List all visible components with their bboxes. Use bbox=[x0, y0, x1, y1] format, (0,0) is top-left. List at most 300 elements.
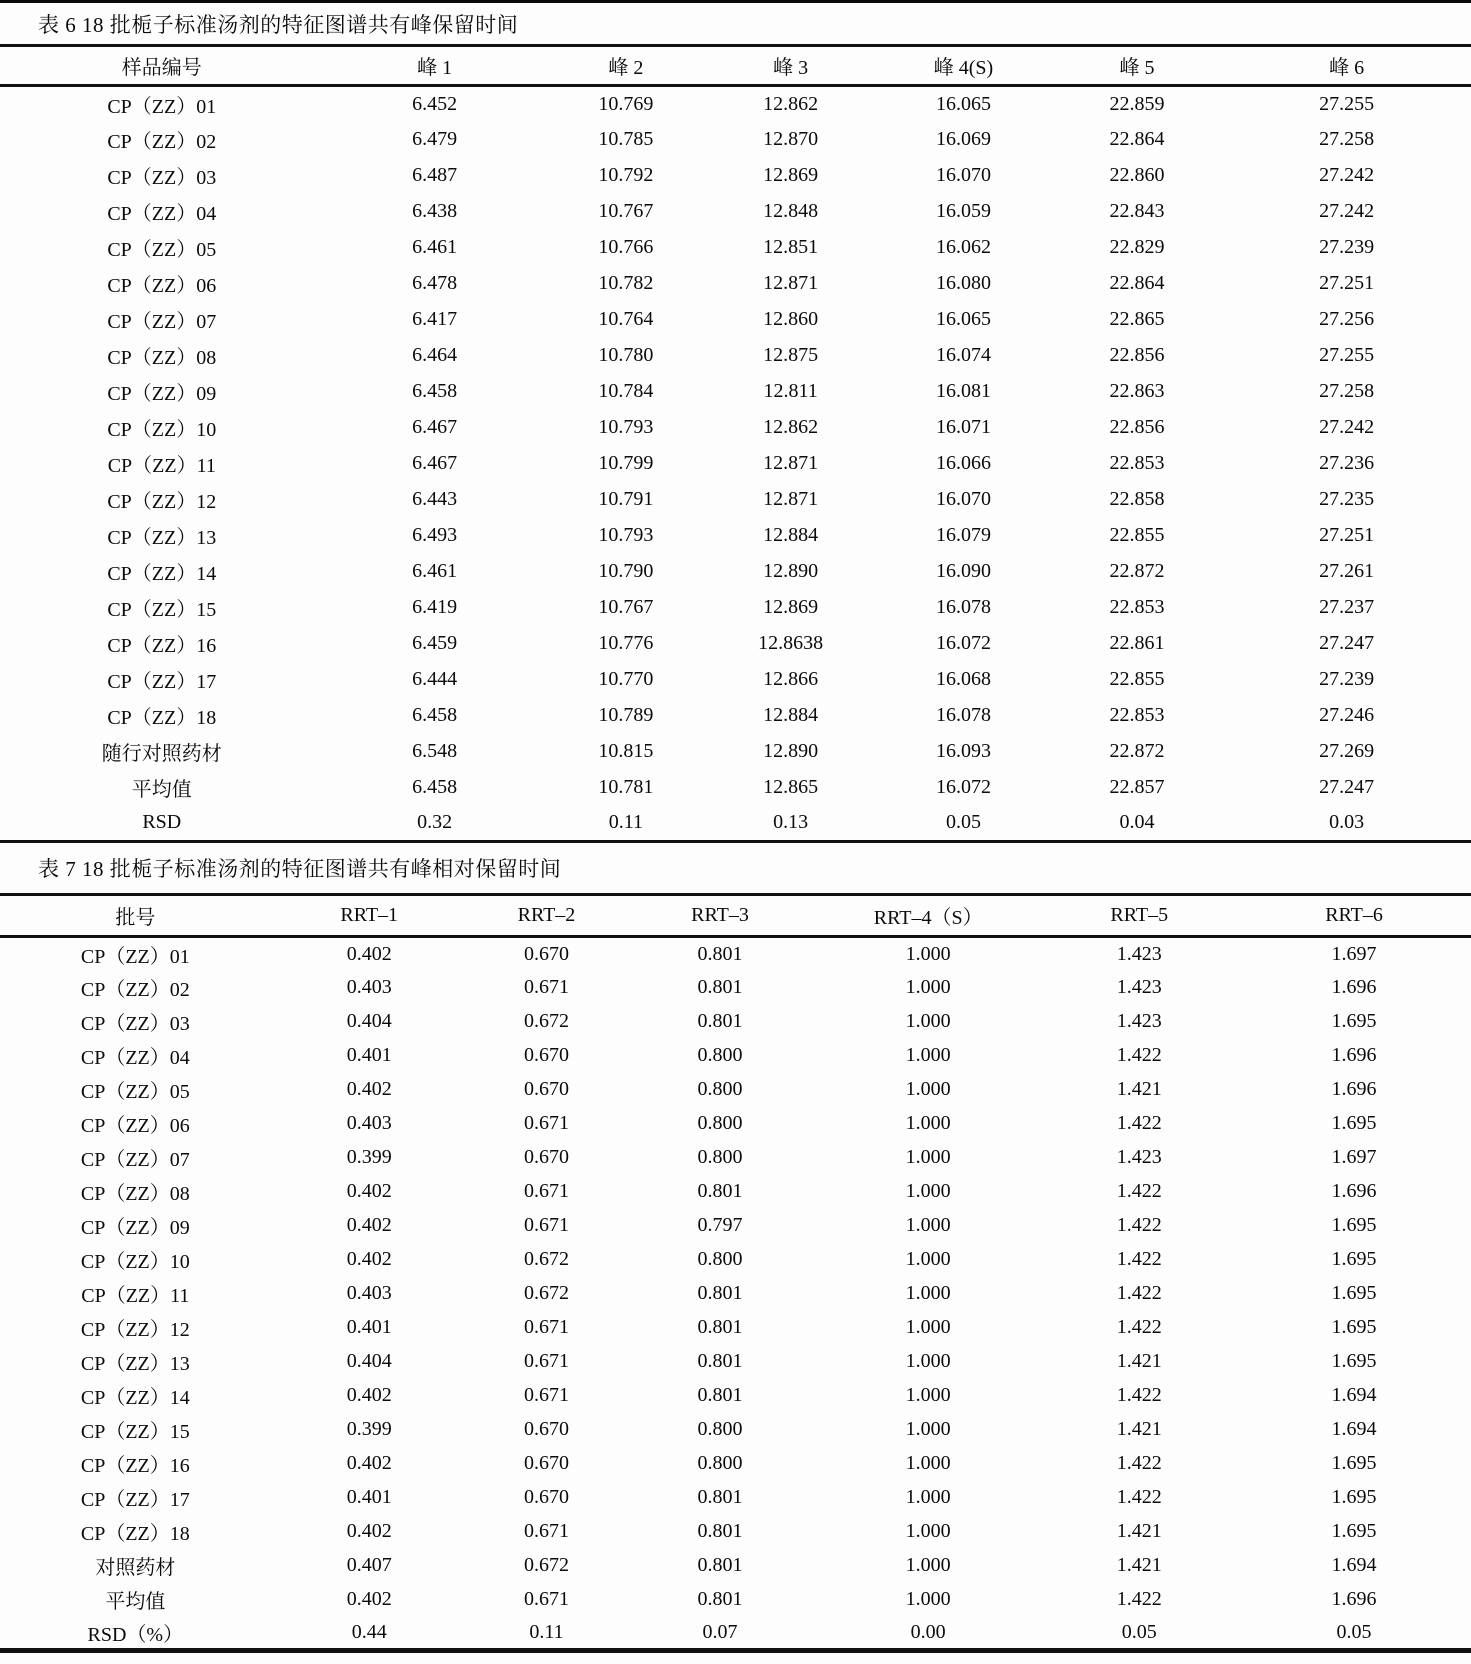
cell-value: 12.851 bbox=[763, 236, 819, 258]
cell-value: 12.811 bbox=[763, 380, 818, 402]
table-row bbox=[0, 1481, 1471, 1515]
table-7-relative-retention-times bbox=[0, 893, 1471, 1653]
cell-value: 16.078 bbox=[935, 596, 991, 618]
table-6-header bbox=[0, 46, 1471, 86]
cell-value: 1.000 bbox=[905, 1588, 951, 1610]
table-row bbox=[0, 734, 1471, 770]
table-7-header-row bbox=[0, 895, 1471, 937]
row-label: CP（ZZ）02 bbox=[107, 131, 217, 153]
cell-value: 22.855 bbox=[1109, 668, 1165, 690]
cell-value: 6.461 bbox=[412, 236, 458, 258]
cell-value: 0.801 bbox=[697, 1588, 743, 1610]
cell-value: 0.11 bbox=[529, 1620, 564, 1643]
table-row bbox=[0, 1039, 1471, 1073]
cell-value: 6.487 bbox=[412, 164, 458, 186]
cell-value: 1.694 bbox=[1331, 1554, 1377, 1576]
cell-value: 6.458 bbox=[412, 776, 458, 798]
cell-value: 1.695 bbox=[1331, 1520, 1377, 1542]
cell-value: 22.861 bbox=[1109, 632, 1165, 654]
table-row bbox=[0, 770, 1471, 806]
cell-value: 0.670 bbox=[523, 1486, 569, 1508]
cell-value: 1.421 bbox=[1116, 1418, 1162, 1440]
cell-value: 10.769 bbox=[598, 92, 654, 115]
cell-value: 10.780 bbox=[598, 344, 654, 366]
cell-value: 12.884 bbox=[763, 704, 819, 726]
cell-value: 12.890 bbox=[763, 560, 819, 582]
cell-value: 0.670 bbox=[523, 1418, 569, 1440]
row-label: CP（ZZ）17 bbox=[80, 1489, 190, 1511]
column-header: RRT–2 bbox=[517, 904, 576, 926]
cell-value: 0.404 bbox=[346, 1350, 392, 1372]
table-row bbox=[0, 1379, 1471, 1413]
cell-value: 12.875 bbox=[763, 344, 819, 366]
table-7-header bbox=[0, 895, 1471, 937]
cell-value: 0.07 bbox=[702, 1620, 738, 1643]
cell-value: 1.422 bbox=[1116, 1044, 1162, 1066]
cell-value: 0.11 bbox=[608, 811, 644, 834]
cell-value: 0.402 bbox=[346, 1214, 392, 1236]
cell-value: 22.864 bbox=[1109, 128, 1165, 150]
row-label: CP（ZZ）14 bbox=[80, 1387, 190, 1409]
cell-value: 0.44 bbox=[351, 1620, 387, 1643]
cell-value: 27.236 bbox=[1319, 452, 1375, 474]
cell-value: 6.443 bbox=[412, 488, 458, 510]
table-6-body bbox=[0, 86, 1471, 842]
cell-value: 22.829 bbox=[1109, 236, 1165, 258]
table-row bbox=[0, 1549, 1471, 1583]
cell-value: 1.696 bbox=[1331, 1044, 1377, 1066]
cell-value: 0.05 bbox=[945, 811, 981, 834]
cell-value: 1.000 bbox=[905, 1282, 951, 1304]
cell-value: 1.422 bbox=[1116, 1316, 1162, 1338]
cell-value: 0.32 bbox=[417, 811, 453, 834]
row-label: CP（ZZ）10 bbox=[80, 1251, 190, 1273]
row-label: CP（ZZ）02 bbox=[80, 979, 190, 1001]
cell-value: 10.789 bbox=[598, 704, 654, 726]
cell-value: 0.402 bbox=[346, 1588, 392, 1610]
row-label: 平均值 bbox=[131, 779, 192, 801]
cell-value: 1.000 bbox=[905, 1350, 951, 1372]
cell-value: 0.399 bbox=[346, 1146, 392, 1168]
table-row bbox=[0, 662, 1471, 698]
table-row bbox=[0, 86, 1471, 122]
cell-value: 1.000 bbox=[905, 1010, 951, 1032]
cell-value: 1.000 bbox=[905, 1214, 951, 1236]
cell-value: 1.000 bbox=[905, 1554, 951, 1576]
cell-value: 10.785 bbox=[598, 128, 654, 150]
row-label: CP（ZZ）18 bbox=[107, 707, 217, 729]
table-row bbox=[0, 626, 1471, 662]
cell-value: 1.422 bbox=[1116, 1452, 1162, 1474]
table-row bbox=[0, 1413, 1471, 1447]
cell-value: 0.671 bbox=[523, 1112, 569, 1134]
column-header: 峰 5 bbox=[1119, 57, 1155, 79]
cell-value: 1.694 bbox=[1331, 1418, 1377, 1440]
table-row bbox=[0, 122, 1471, 158]
cell-value: 10.793 bbox=[598, 524, 654, 546]
cell-value: 0.670 bbox=[523, 1078, 569, 1100]
cell-value: 1.695 bbox=[1331, 1282, 1377, 1304]
table-row bbox=[0, 554, 1471, 590]
row-label: CP（ZZ）06 bbox=[80, 1115, 190, 1137]
cell-value: 1.423 bbox=[1116, 1010, 1162, 1032]
row-label: CP（ZZ）17 bbox=[107, 671, 217, 693]
cell-value: 6.419 bbox=[412, 596, 458, 618]
table-row bbox=[0, 1141, 1471, 1175]
cell-value: 22.856 bbox=[1109, 344, 1165, 366]
cell-value: 16.078 bbox=[935, 704, 991, 726]
cell-value: 6.444 bbox=[412, 668, 458, 690]
row-label: CP（ZZ）04 bbox=[80, 1047, 190, 1069]
cell-value: 0.671 bbox=[523, 1350, 569, 1372]
cell-value: 1.000 bbox=[905, 1384, 951, 1406]
cell-value: 16.065 bbox=[935, 92, 991, 115]
row-label: CP（ZZ）14 bbox=[107, 563, 217, 585]
cell-value: 0.801 bbox=[697, 1282, 743, 1304]
cell-value: 12.871 bbox=[763, 272, 819, 294]
cell-value: 1.695 bbox=[1331, 1452, 1377, 1474]
table-row bbox=[0, 1617, 1471, 1651]
cell-value: 16.090 bbox=[935, 560, 991, 582]
cell-value: 16.059 bbox=[935, 200, 991, 222]
cell-value: 12.870 bbox=[763, 128, 819, 150]
row-label: CP（ZZ）18 bbox=[80, 1523, 190, 1545]
cell-value: 1.422 bbox=[1116, 1588, 1162, 1610]
cell-value: 12.862 bbox=[763, 92, 819, 115]
table-row bbox=[0, 1005, 1471, 1039]
cell-value: 27.237 bbox=[1319, 596, 1375, 618]
cell-value: 0.801 bbox=[697, 1316, 743, 1338]
cell-value: 1.422 bbox=[1116, 1248, 1162, 1270]
table-row bbox=[0, 971, 1471, 1005]
row-label: CP（ZZ）04 bbox=[107, 203, 217, 225]
row-label: CP（ZZ）07 bbox=[107, 311, 217, 333]
cell-value: 10.764 bbox=[598, 308, 654, 330]
cell-value: 0.403 bbox=[346, 1112, 392, 1134]
cell-value: 27.261 bbox=[1319, 560, 1375, 582]
table-row bbox=[0, 194, 1471, 230]
cell-value: 12.890 bbox=[763, 740, 819, 762]
cell-value: 1.000 bbox=[905, 1418, 951, 1440]
cell-value: 0.801 bbox=[697, 1350, 743, 1372]
cell-value: 1.422 bbox=[1116, 1180, 1162, 1202]
cell-value: 0.801 bbox=[697, 942, 743, 965]
cell-value: 12.8638 bbox=[758, 632, 824, 654]
cell-value: 0.800 bbox=[697, 1452, 743, 1474]
column-header: 峰 4(S) bbox=[933, 57, 994, 79]
cell-value: 0.801 bbox=[697, 1554, 743, 1576]
table-row bbox=[0, 1107, 1471, 1141]
row-label: CP（ZZ）10 bbox=[107, 419, 217, 441]
cell-value: 12.865 bbox=[763, 776, 819, 798]
cell-value: 10.792 bbox=[598, 164, 654, 186]
cell-value: 0.672 bbox=[523, 1282, 569, 1304]
row-label: CP（ZZ）11 bbox=[81, 1285, 190, 1307]
cell-value: 0.670 bbox=[523, 1452, 569, 1474]
row-label: CP（ZZ）03 bbox=[80, 1013, 190, 1035]
cell-value: 6.493 bbox=[412, 524, 458, 546]
cell-value: 22.855 bbox=[1109, 524, 1165, 546]
cell-value: 1.000 bbox=[905, 1452, 951, 1474]
cell-value: 0.13 bbox=[773, 811, 809, 834]
cell-value: 27.258 bbox=[1319, 380, 1375, 402]
cell-value: 12.884 bbox=[763, 524, 819, 546]
cell-value: 16.065 bbox=[935, 308, 991, 330]
table-row bbox=[0, 1583, 1471, 1617]
column-header: RRT–1 bbox=[340, 904, 399, 926]
cell-value: 0.404 bbox=[346, 1010, 392, 1032]
column-header: RRT–5 bbox=[1110, 904, 1169, 926]
cell-value: 0.800 bbox=[697, 1248, 743, 1270]
cell-value: 16.070 bbox=[935, 164, 991, 186]
row-label: CP（ZZ）09 bbox=[80, 1217, 190, 1239]
cell-value: 0.04 bbox=[1119, 811, 1155, 834]
column-header: RRT–3 bbox=[691, 904, 749, 926]
cell-value: 1.696 bbox=[1331, 976, 1377, 998]
table-7-body bbox=[0, 937, 1471, 1651]
cell-value: 16.081 bbox=[935, 380, 991, 402]
column-header: 样品编号 bbox=[121, 57, 202, 79]
cell-value: 16.093 bbox=[935, 740, 991, 762]
cell-value: 1.000 bbox=[905, 1180, 951, 1202]
cell-value: 10.799 bbox=[598, 452, 654, 474]
cell-value: 0.00 bbox=[910, 1620, 946, 1643]
cell-value: 22.863 bbox=[1109, 380, 1165, 402]
cell-value: 12.869 bbox=[763, 596, 819, 618]
cell-value: 22.860 bbox=[1109, 164, 1165, 186]
cell-value: 1.696 bbox=[1331, 1078, 1377, 1100]
cell-value: 1.695 bbox=[1331, 1112, 1377, 1134]
cell-value: 0.797 bbox=[697, 1214, 743, 1236]
table-6-header-row bbox=[0, 46, 1471, 86]
cell-value: 0.671 bbox=[523, 1214, 569, 1236]
cell-value: 16.070 bbox=[935, 488, 991, 510]
cell-value: 0.399 bbox=[346, 1418, 392, 1440]
table-row bbox=[0, 1209, 1471, 1243]
cell-value: 27.258 bbox=[1319, 128, 1375, 150]
cell-value: 12.871 bbox=[763, 452, 819, 474]
cell-value: 0.402 bbox=[346, 942, 392, 965]
cell-value: 10.767 bbox=[598, 200, 654, 222]
table-row bbox=[0, 1073, 1471, 1107]
cell-value: 0.801 bbox=[697, 976, 743, 998]
cell-value: 6.459 bbox=[412, 632, 458, 654]
cell-value: 0.401 bbox=[346, 1044, 392, 1066]
cell-value: 16.074 bbox=[935, 344, 991, 366]
cell-value: 16.079 bbox=[935, 524, 991, 546]
row-label: CP（ZZ）01 bbox=[107, 95, 217, 118]
cell-value: 22.872 bbox=[1109, 740, 1165, 762]
cell-value: 1.695 bbox=[1331, 1248, 1377, 1270]
table-row bbox=[0, 698, 1471, 734]
cell-value: 12.866 bbox=[763, 668, 819, 690]
row-label: CP（ZZ）08 bbox=[107, 347, 217, 369]
cell-value: 1.422 bbox=[1116, 1214, 1162, 1236]
cell-value: 1.000 bbox=[905, 1112, 951, 1134]
column-header: RRT–6 bbox=[1325, 904, 1383, 926]
cell-value: 1.697 bbox=[1331, 1146, 1377, 1168]
cell-value: 16.072 bbox=[935, 776, 991, 798]
row-label: CP（ZZ）11 bbox=[107, 455, 216, 477]
row-label: CP（ZZ）13 bbox=[107, 527, 217, 549]
row-label: RSD bbox=[142, 811, 182, 834]
cell-value: 10.776 bbox=[598, 632, 654, 654]
cell-value: 0.670 bbox=[523, 1044, 569, 1066]
row-label: CP（ZZ）05 bbox=[80, 1081, 190, 1103]
cell-value: 0.672 bbox=[523, 1554, 569, 1576]
cell-value: 0.401 bbox=[346, 1316, 392, 1338]
cell-value: 1.423 bbox=[1116, 942, 1162, 965]
table-row bbox=[0, 374, 1471, 410]
cell-value: 1.696 bbox=[1331, 1180, 1377, 1202]
cell-value: 0.671 bbox=[523, 976, 569, 998]
table-6-retention-times bbox=[0, 44, 1471, 843]
column-header: 批号 bbox=[115, 907, 156, 929]
table-row bbox=[0, 806, 1471, 842]
cell-value: 0.801 bbox=[697, 1180, 743, 1202]
table-row bbox=[0, 1175, 1471, 1209]
table-row bbox=[0, 518, 1471, 554]
cell-value: 1.695 bbox=[1331, 1010, 1377, 1032]
cell-value: 0.801 bbox=[697, 1486, 743, 1508]
table-row bbox=[0, 230, 1471, 266]
cell-value: 1.694 bbox=[1331, 1384, 1377, 1406]
column-header: 峰 2 bbox=[608, 57, 644, 79]
cell-value: 27.242 bbox=[1319, 416, 1375, 438]
cell-value: 6.467 bbox=[412, 452, 458, 474]
cell-value: 0.402 bbox=[346, 1452, 392, 1474]
cell-value: 0.403 bbox=[346, 976, 392, 998]
cell-value: 1.423 bbox=[1116, 976, 1162, 998]
cell-value: 10.767 bbox=[598, 596, 654, 618]
cell-value: 22.858 bbox=[1109, 488, 1165, 510]
cell-value: 22.872 bbox=[1109, 560, 1165, 582]
cell-value: 10.815 bbox=[598, 740, 654, 762]
cell-value: 0.672 bbox=[523, 1248, 569, 1270]
cell-value: 1.000 bbox=[905, 1316, 951, 1338]
cell-value: 27.269 bbox=[1319, 740, 1375, 762]
cell-value: 1.422 bbox=[1116, 1486, 1162, 1508]
row-label: 对照药材 bbox=[95, 1557, 176, 1579]
cell-value: 6.438 bbox=[412, 200, 458, 222]
cell-value: 27.235 bbox=[1319, 488, 1375, 510]
column-header: 峰 1 bbox=[417, 57, 453, 79]
row-label: CP（ZZ）12 bbox=[80, 1319, 190, 1341]
cell-value: 16.068 bbox=[935, 668, 991, 690]
cell-value: 10.790 bbox=[598, 560, 654, 582]
cell-value: 1.000 bbox=[905, 1486, 951, 1508]
cell-value: 0.402 bbox=[346, 1248, 392, 1270]
cell-value: 6.478 bbox=[412, 272, 458, 294]
cell-value: 1.695 bbox=[1331, 1486, 1377, 1508]
cell-value: 12.860 bbox=[763, 308, 819, 330]
table-7-title: 表 7 18 批栀子标准汤剂的特征图谱共有峰相对保留时间 bbox=[38, 857, 562, 881]
cell-value: 12.862 bbox=[763, 416, 819, 438]
row-label: 随行对照药材 bbox=[101, 743, 222, 765]
row-label: CP（ZZ）08 bbox=[80, 1183, 190, 1205]
cell-value: 0.402 bbox=[346, 1384, 392, 1406]
cell-value: 6.548 bbox=[412, 740, 458, 762]
cell-value: 0.05 bbox=[1336, 1620, 1372, 1643]
column-header: 峰 6 bbox=[1329, 57, 1365, 79]
row-label: CP（ZZ）15 bbox=[80, 1421, 190, 1443]
table-row bbox=[0, 1515, 1471, 1549]
table-row bbox=[0, 1311, 1471, 1345]
cell-value: 1.697 bbox=[1331, 942, 1377, 965]
cell-value: 16.066 bbox=[935, 452, 991, 474]
cell-value: 1.421 bbox=[1116, 1350, 1162, 1372]
cell-value: 1.695 bbox=[1331, 1316, 1377, 1338]
cell-value: 6.467 bbox=[412, 416, 458, 438]
cell-value: 6.464 bbox=[412, 344, 458, 366]
cell-value: 27.255 bbox=[1319, 92, 1375, 115]
column-header: RRT–4（S） bbox=[873, 907, 983, 929]
cell-value: 1.422 bbox=[1116, 1282, 1162, 1304]
cell-value: 1.000 bbox=[905, 1146, 951, 1168]
cell-value: 1.000 bbox=[905, 1248, 951, 1270]
cell-value: 10.782 bbox=[598, 272, 654, 294]
cell-value: 0.671 bbox=[523, 1588, 569, 1610]
column-header: 峰 3 bbox=[773, 57, 809, 79]
cell-value: 0.671 bbox=[523, 1520, 569, 1542]
cell-value: 27.247 bbox=[1319, 632, 1375, 654]
row-label: 平均值 bbox=[105, 1591, 166, 1613]
cell-value: 10.770 bbox=[598, 668, 654, 690]
cell-value: 0.800 bbox=[697, 1112, 743, 1134]
table-row bbox=[0, 338, 1471, 374]
cell-value: 0.03 bbox=[1329, 811, 1365, 834]
table-row bbox=[0, 446, 1471, 482]
table-row bbox=[0, 937, 1471, 971]
cell-value: 22.859 bbox=[1109, 92, 1165, 115]
row-label: CP（ZZ）07 bbox=[80, 1149, 190, 1171]
cell-value: 22.864 bbox=[1109, 272, 1165, 294]
table-6-title: 表 6 18 批栀子标准汤剂的特征图谱共有峰保留时间 bbox=[38, 12, 519, 37]
row-label: CP（ZZ）05 bbox=[107, 239, 217, 261]
cell-value: 0.800 bbox=[697, 1418, 743, 1440]
cell-value: 10.793 bbox=[598, 416, 654, 438]
cell-value: 0.407 bbox=[346, 1554, 392, 1576]
cell-value: 16.062 bbox=[935, 236, 991, 258]
row-label: CP（ZZ）06 bbox=[107, 275, 217, 297]
table-row bbox=[0, 266, 1471, 302]
cell-value: 0.801 bbox=[697, 1010, 743, 1032]
row-label: CP（ZZ）13 bbox=[80, 1353, 190, 1375]
cell-value: 16.072 bbox=[935, 632, 991, 654]
cell-value: 27.256 bbox=[1319, 308, 1375, 330]
cell-value: 16.080 bbox=[935, 272, 991, 294]
cell-value: 12.871 bbox=[763, 488, 819, 510]
row-label: RSD（%） bbox=[87, 1623, 184, 1646]
cell-value: 27.251 bbox=[1319, 272, 1375, 294]
cell-value: 0.403 bbox=[346, 1282, 392, 1304]
table-row bbox=[0, 1345, 1471, 1379]
cell-value: 27.246 bbox=[1319, 704, 1375, 726]
cell-value: 27.255 bbox=[1319, 344, 1375, 366]
cell-value: 1.423 bbox=[1116, 1146, 1162, 1168]
table-row bbox=[0, 302, 1471, 338]
cell-value: 1.695 bbox=[1331, 1214, 1377, 1236]
cell-value: 6.452 bbox=[412, 92, 458, 115]
cell-value: 22.853 bbox=[1109, 596, 1165, 618]
cell-value: 0.670 bbox=[523, 1146, 569, 1168]
table-row bbox=[0, 482, 1471, 518]
cell-value: 1.000 bbox=[905, 1078, 951, 1100]
cell-value: 6.458 bbox=[412, 704, 458, 726]
cell-value: 10.766 bbox=[598, 236, 654, 258]
cell-value: 1.421 bbox=[1116, 1520, 1162, 1542]
cell-value: 0.800 bbox=[697, 1078, 743, 1100]
